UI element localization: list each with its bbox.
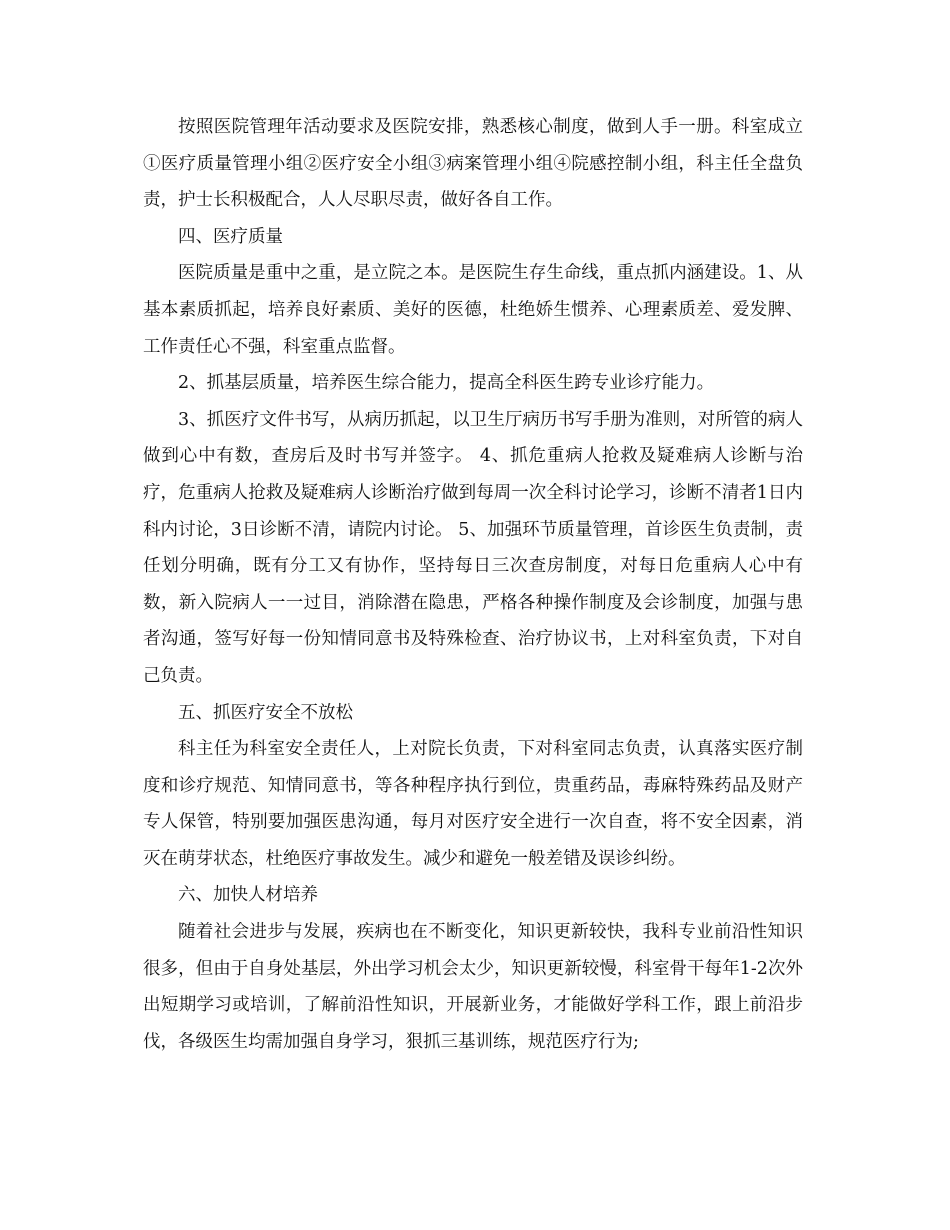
heading-medical-safety: 五、抓医疗安全不放松 [178, 702, 353, 723]
paragraph-quality-foundation: 医院质量是重中之重，是立院之本。是医院生存生命线，重点抓内涵建设。1、从基本素质抓起，培养良好素质、美好的医德，杜绝娇生惯养、心理素质差、爱发脾、工作责任心不强，科室重点监督。 [143, 263, 803, 357]
heading-medical-quality: 四、医疗质量 [178, 226, 283, 247]
document-body [143, 109, 803, 1060]
paragraph-safety-responsibility: 科主任为科室安全责任人，上对院长负责，下对科室同志负责，认真落实医疗制度和诊疗规范、知情同意书，等各种程序执行到位，贵重药品，毒麻特殊药品及财产专人保管，特别要加强医患沟通，每月对医疗安全进行一次自查，将不安全因素，消灭在萌芽状态，杜绝医疗事故发生。减少和避免一般差错及误诊纠纷。 [143, 739, 803, 869]
paragraph-core-system: 按照医院管理年活动要求及医院安排，熟悉核心制度，做到人手一册。科室成立①医疗质量管理小组②医疗安全小组③病案管理小组④院感控制小组，科主任全盘负责，护士长积极配合，人人尽职尽责，做好各自工作。 [143, 117, 803, 211]
heading-talent-training: 六、加快人材培养 [178, 885, 318, 906]
paragraph-talent-training: 随着社会进步与发展，疾病也在不断变化，知识更新较快，我科专业前沿性知识很多，但由于自身处基层，外出学习机会太少，知识更新较慢，科室骨干每年1-2次外出短期学习或培训，了解前沿性知识，开展新业务，才能做好学科工作，跟上前沿步伐，各级医生均需加强自身学习，狠抓三基训练，规范医疗行为; [143, 922, 803, 1052]
paragraph-grassroots-quality: 2、抓基层质量，培养医生综合能力，提高全科医生跨专业诊疗能力。 [178, 373, 715, 394]
paragraph-medical-records: 3、抓医疗文件书写，从病历抓起，以卫生厅病历书写手册为准则，对所管的病人做到心中有数，查房后及时书写并签字。 4、抓危重病人抢救及疑难病人诊断与治疗，危重病人抢救及疑难病人诊断治疗做到每周一次全科讨论学习，诊断不清者1日内科内讨论，3日诊断不清，请院内讨论。 5、加强环节质量管理，首诊医生负责制，责任划分明确，既有分工又有协作，坚持每日三次查房制度，对每日危重病人心中有数，新入院病人一一过目，消除潜在隐患，严格各种操作制度及会诊制度，加强与患者沟通，签写好每一份知情同意书及特殊检查、治疗协议书，上对科室负责，下对自己负责。 [143, 409, 803, 686]
